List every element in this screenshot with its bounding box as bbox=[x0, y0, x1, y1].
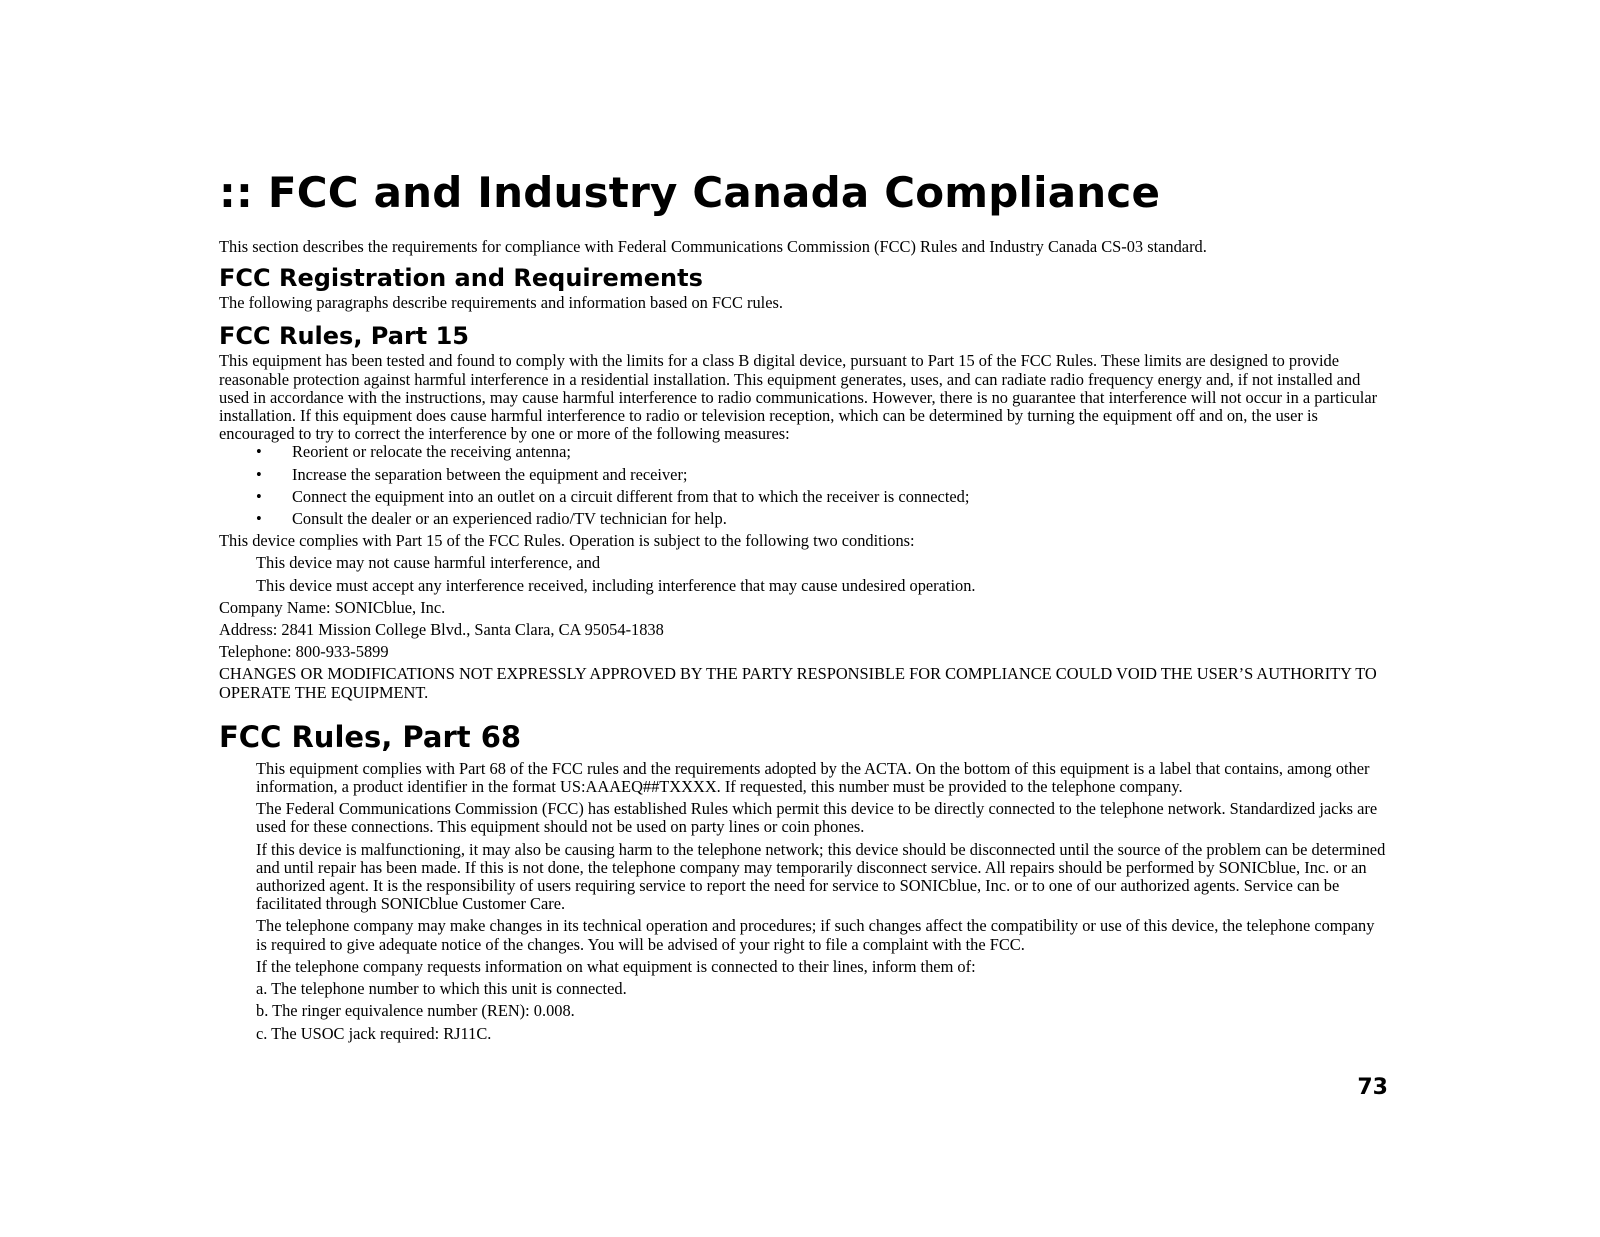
part15-paragraph: This equipment has been tested and found to comply with the limits for a class B digital device, pursuant to Part 15 of the FCC Rules. These limits are designed to provide reasonable protection against harmful interference in a residential installation. This equipment generates, uses, and can radiate radio frequency energy and, if not installed and used in accordance with the instructions, may cause harmful interference to radio communications. However, there is no guarantee that interference will not occur in a particular installation. If this equipment does cause harmful interference to radio or television reception, which can be determined by turning the equipment off and on, the user is encouraged to try to correct the interference by one or more of the following measures: bbox=[219, 351, 1378, 444]
part68-section bbox=[219, 760, 1389, 1043]
company-address: Address: 2841 Mission College Blvd., Santa Clara, CA 95054-1838 bbox=[219, 620, 664, 640]
bullet-icon: • bbox=[256, 464, 262, 484]
part68-heading: FCC Rules, Part 68 bbox=[219, 719, 522, 754]
complies-statement: This device complies with Part 15 of the FCC Rules. Operation is subject to the following two conditions: bbox=[219, 531, 915, 551]
part68-paragraph: If the telephone company requests information on what equipment is connected to their lines, inform them of: bbox=[256, 956, 976, 976]
registration-heading: FCC Registration and Requirements bbox=[219, 264, 703, 293]
list-item-text: Consult the dealer or an experienced radio/TV technician for help. bbox=[292, 509, 727, 529]
condition-item: This device may not cause harmful interference, and bbox=[256, 553, 601, 573]
part15-heading: FCC Rules, Part 15 bbox=[219, 322, 470, 351]
part68-item: b. The ringer equivalence number (REN): 0.008. bbox=[256, 1001, 575, 1021]
part68-paragraph: The Federal Communications Commission (FCC) has established Rules which permit this device to be directly connected to the telephone network. Standardized jacks are used for these connections. This equipment should not be used on party lines or coin phones. bbox=[256, 799, 1378, 837]
list-item bbox=[219, 510, 1389, 528]
intro-paragraph: This section describes the requirements for compliance with Federal Communications Commission (FCC) Rules and Industry Canada CS-03 standard. bbox=[219, 237, 1207, 256]
list-item bbox=[219, 466, 1389, 484]
list-item-text: Reorient or relocate the receiving antenna; bbox=[292, 442, 571, 462]
company-telephone: Telephone: 800-933-5899 bbox=[219, 642, 389, 662]
bullet-icon: • bbox=[256, 486, 262, 506]
measures-list bbox=[219, 443, 1389, 528]
condition-item: This device must accept any interference received, including interference that may cause undesired operation. bbox=[256, 575, 976, 595]
list-item-text: Increase the separation between the equipment and receiver; bbox=[292, 464, 688, 484]
list-item bbox=[219, 488, 1389, 506]
list-item-text: Connect the equipment into an outlet on a circuit different from that to which the receiver is connected; bbox=[292, 486, 970, 506]
part68-paragraph: This equipment complies with Part 68 of the FCC rules and the requirements adopted by the ACTA. On the bottom of this equipment is a label that contains, among other information, a product identifier in the format US:AAAEQ##TXXXX. If requested, this number must be provided to the telephone company. bbox=[256, 758, 1370, 797]
page-number: 73 bbox=[1357, 1075, 1388, 1100]
modification-notice: CHANGES OR MODIFICATIONS NOT EXPRESSLY APPROVED BY THE PARTY RESPONSIBLE FOR COMPLIANCE COULD VOID THE USER’S AUTHORITY TO OPERATE THE EQUIPMENT. bbox=[219, 664, 1377, 702]
company-name: Company Name: SONICblue, Inc. bbox=[219, 597, 446, 617]
bullet-icon: • bbox=[256, 509, 262, 529]
part68-paragraph: If this device is malfunctioning, it may also be causing harm to the telephone network; this device should be disconnected until the source of the problem can be determined and until repair has been made. If this is not done, the telephone company may temporarily disconnect service. All repairs should be performed by SONICblue, Inc. or an authorized agent. It is the responsibility of users requiring service to report the need for service to SONICblue, Inc. or to one of our authorized agents. Service can be facilitated through SONICblue Customer Care. bbox=[256, 839, 1386, 914]
list-item bbox=[219, 443, 1389, 461]
part68-paragraph: The telephone company may make changes in its technical operation and procedures; if such changes affect the compatibility or use of this device, the telephone company is required to give adequate notice of the changes. You will be advised of your right to file a complaint with the FCC. bbox=[256, 916, 1375, 954]
bullet-icon: • bbox=[256, 442, 262, 462]
page-title: :: FCC and Industry Canada Compliance bbox=[219, 168, 1161, 217]
registration-text: The following paragraphs describe requirements and information based on FCC rules. bbox=[219, 293, 783, 313]
part68-item: a. The telephone number to which this unit is connected. bbox=[256, 979, 627, 999]
document-page bbox=[219, 168, 1389, 1047]
part68-item: c. The USOC jack required: RJ11C. bbox=[256, 1023, 492, 1043]
